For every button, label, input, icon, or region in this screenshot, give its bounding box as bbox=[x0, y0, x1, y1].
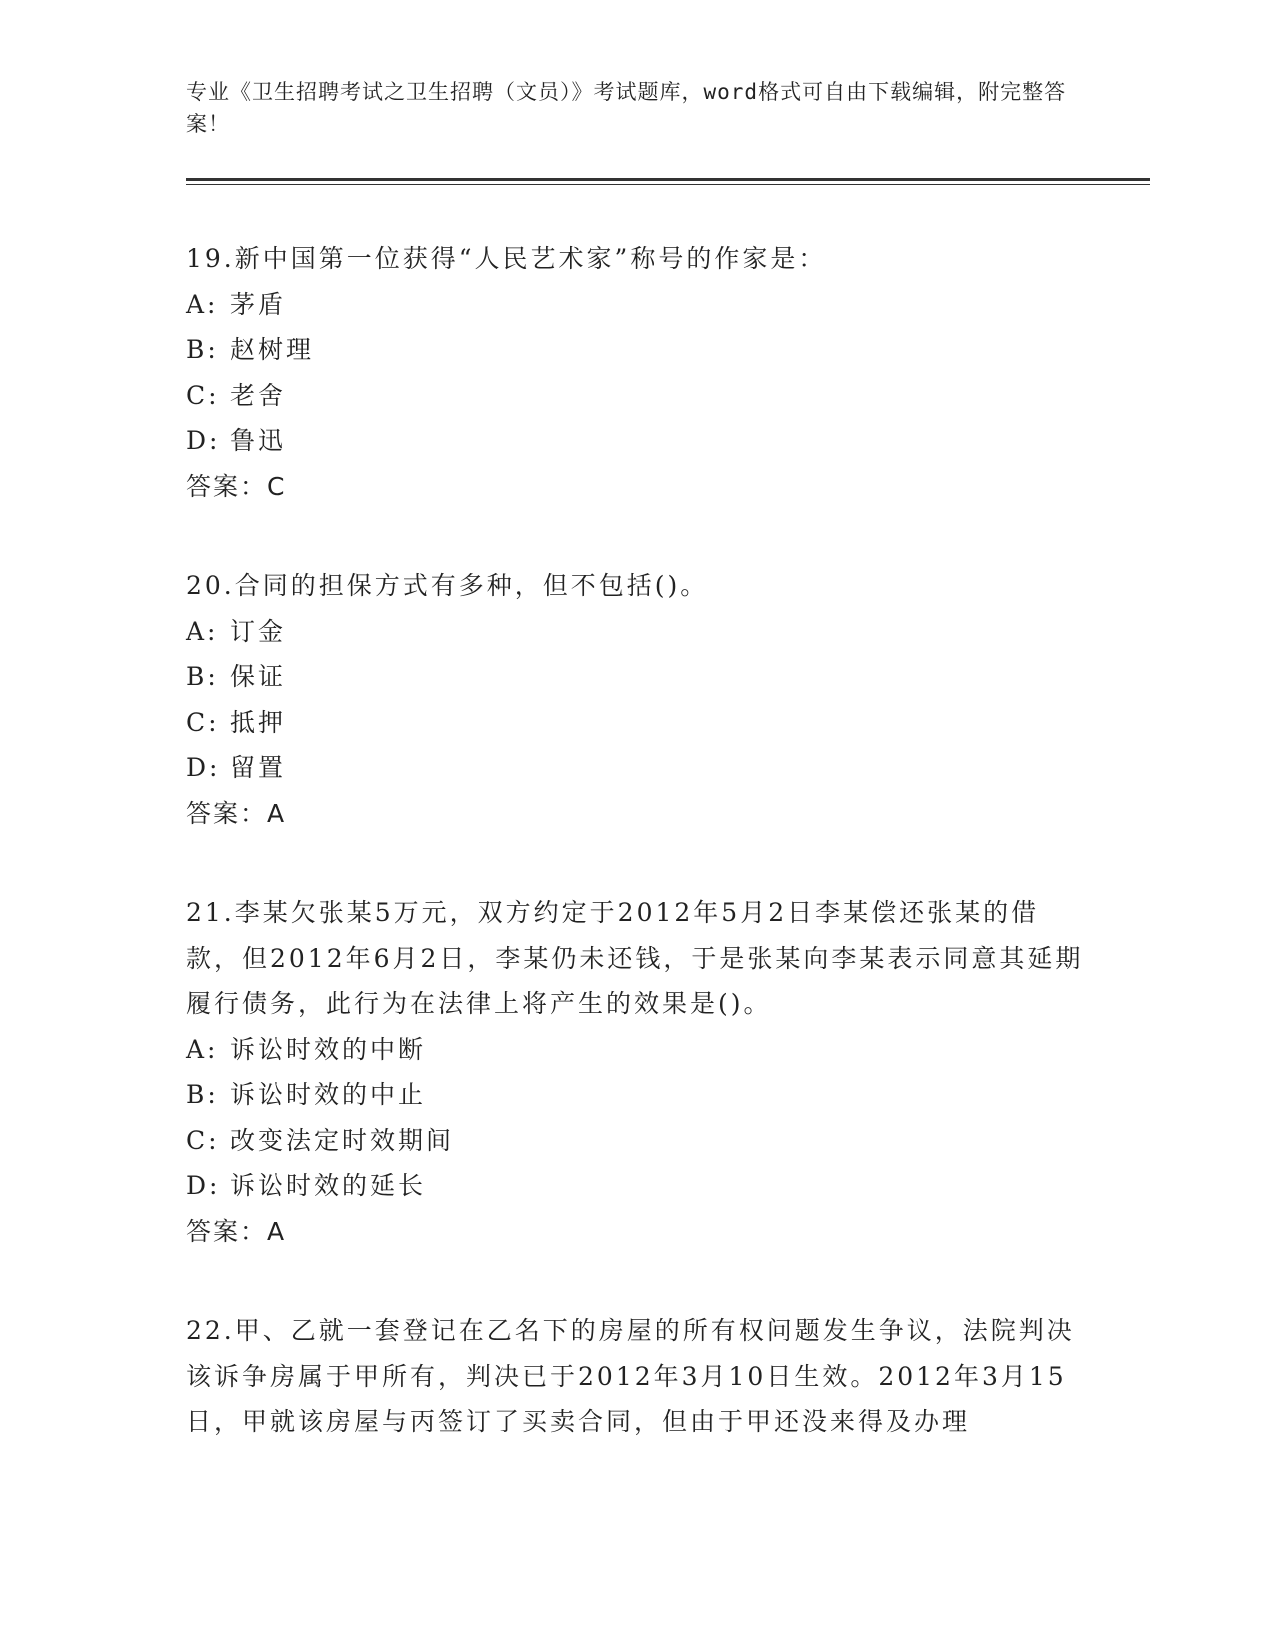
option-key: B: bbox=[186, 662, 219, 691]
question-stem: 20.合同的担保方式有多种，但不包括()。 bbox=[186, 571, 709, 600]
question-20 bbox=[186, 563, 1086, 836]
option-c bbox=[186, 1118, 1086, 1164]
option-key: D: bbox=[186, 426, 221, 455]
header-divider-thin bbox=[186, 184, 1150, 185]
option-text: 鲁迅 bbox=[230, 426, 287, 455]
option-c bbox=[186, 700, 1086, 746]
option-text: 保证 bbox=[230, 662, 287, 691]
header-divider-thick bbox=[186, 178, 1150, 181]
answer-line: 答案：A bbox=[186, 1216, 287, 1246]
option-text: 老舍 bbox=[230, 380, 287, 410]
option-a bbox=[186, 1027, 1086, 1073]
question-19 bbox=[186, 236, 1086, 509]
option-a bbox=[186, 282, 1086, 328]
question-stem: 21.李某欠张某5万元，双方约定于2012年5月2日李某偿还张某的借款，但2012年6月2日，李某仍未还钱，于是张某向李某表示同意其延期履行债务，此行为在法律上将产生的效果是()。 bbox=[186, 898, 1084, 1018]
option-d bbox=[186, 745, 1086, 791]
option-text: 诉讼时效的中止 bbox=[230, 1080, 427, 1109]
option-d bbox=[186, 1163, 1086, 1209]
answer-line: 答案：C bbox=[186, 471, 287, 501]
option-key: C: bbox=[186, 1125, 220, 1155]
question-22 bbox=[186, 1308, 1086, 1445]
option-key: A: bbox=[186, 289, 219, 319]
question-stem: 22.甲、乙就一套登记在乙名下的房屋的所有权问题发生争议，法院判决该诉争房属于甲所有，判决已于2012年3月10日生效。2012年3月15日，甲就该房屋与丙签订了买卖合同，但由于甲还没来得及办理 bbox=[186, 1316, 1075, 1436]
option-c bbox=[186, 373, 1086, 419]
document-header-text: 专业《卫生招聘考试之卫生招聘（文员）》考试题库，word格式可自由下载编辑，附完整答案！ bbox=[186, 80, 1067, 136]
option-text: 诉讼时效的中断 bbox=[230, 1034, 427, 1064]
option-key: D: bbox=[186, 1171, 221, 1200]
option-b bbox=[186, 1072, 1086, 1118]
option-key: D: bbox=[186, 753, 221, 782]
option-b bbox=[186, 327, 1086, 373]
option-a bbox=[186, 609, 1086, 655]
option-text: 抵押 bbox=[230, 707, 287, 737]
question-21 bbox=[186, 890, 1086, 1254]
option-key: B: bbox=[186, 1080, 219, 1109]
answer-line: 答案：A bbox=[186, 798, 287, 828]
option-text: 诉讼时效的延长 bbox=[230, 1171, 427, 1200]
option-text: 留置 bbox=[230, 753, 287, 782]
option-key: B: bbox=[186, 335, 219, 364]
question-stem: 19.新中国第一位获得“人民艺术家”称号的作家是： bbox=[186, 244, 827, 273]
option-b bbox=[186, 654, 1086, 700]
option-text: 赵树理 bbox=[230, 335, 315, 364]
option-d bbox=[186, 418, 1086, 464]
option-text: 改变法定时效期间 bbox=[230, 1125, 455, 1155]
option-key: C: bbox=[186, 380, 220, 410]
option-key: A: bbox=[186, 616, 219, 646]
question-list bbox=[186, 236, 1086, 1499]
option-key: C: bbox=[186, 707, 220, 737]
option-text: 茅盾 bbox=[230, 289, 287, 319]
option-text: 订金 bbox=[230, 616, 287, 646]
option-key: A: bbox=[186, 1034, 219, 1064]
